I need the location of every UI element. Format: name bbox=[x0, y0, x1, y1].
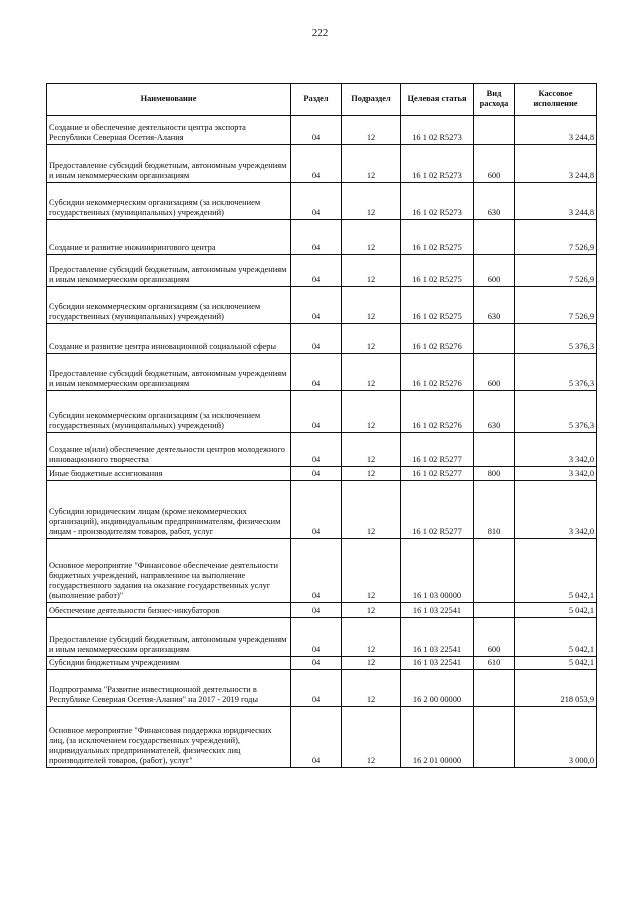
table-header-row bbox=[47, 84, 597, 116]
cell-name: Субсидии юридическим лицам (кроме некоммерческих организаций), индивидуальным предпринимателям, физическим лицам - производителям товаров, работ, услуг bbox=[47, 481, 291, 539]
table-row bbox=[47, 145, 597, 183]
table-row bbox=[47, 657, 597, 670]
cell-cash-execution: 7 526,9 bbox=[515, 255, 597, 287]
cell-name: Субсидии некоммерческим организациям (за исключением государственных (муниципальных) учреждений) bbox=[47, 287, 291, 324]
cell-name: Субсидии бюджетным учреждениям bbox=[47, 657, 291, 670]
cell-section: 04 bbox=[291, 707, 342, 768]
cell-target-article: 16 2 00 00000 bbox=[401, 670, 474, 707]
cell-subsection: 12 bbox=[342, 116, 401, 145]
cell-expense-type bbox=[474, 116, 515, 145]
cell-subsection: 12 bbox=[342, 255, 401, 287]
cell-subsection: 12 bbox=[342, 603, 401, 618]
cell-name: Создание и развитие центра инновационной социальной сферы bbox=[47, 324, 291, 354]
cell-subsection: 12 bbox=[342, 433, 401, 467]
cell-subsection: 12 bbox=[342, 391, 401, 433]
table-row bbox=[47, 467, 597, 481]
cell-name: Основное мероприятие "Финансовое обеспечение деятельности бюджетных учреждений, направленное на выполнение государственного задания на оказание государственных услуг (выполнение работ)" bbox=[47, 539, 291, 603]
header-expense-type: Вид расхода bbox=[474, 84, 515, 116]
cell-cash-execution: 7 526,9 bbox=[515, 287, 597, 324]
cell-name: Создание и обеспечение деятельности центра экспорта Республики Северная Осетия-Алания bbox=[47, 116, 291, 145]
table-row bbox=[47, 220, 597, 255]
cell-cash-execution: 3 244,8 bbox=[515, 183, 597, 220]
cell-name: Создание и развитие инжинирингового центра bbox=[47, 220, 291, 255]
table-row bbox=[47, 618, 597, 657]
cell-target-article: 16 1 03 22541 bbox=[401, 657, 474, 670]
cell-cash-execution: 3 342,0 bbox=[515, 481, 597, 539]
cell-expense-type bbox=[474, 324, 515, 354]
cell-target-article: 16 1 02 R5273 bbox=[401, 183, 474, 220]
cell-subsection: 12 bbox=[342, 467, 401, 481]
cell-subsection: 12 bbox=[342, 287, 401, 324]
cell-cash-execution: 5 376,3 bbox=[515, 324, 597, 354]
cell-target-article: 16 1 03 00000 bbox=[401, 539, 474, 603]
table-row bbox=[47, 287, 597, 324]
cell-target-article: 16 1 02 R5277 bbox=[401, 467, 474, 481]
cell-section: 04 bbox=[291, 220, 342, 255]
cell-cash-execution: 5 042,1 bbox=[515, 539, 597, 603]
cell-section: 04 bbox=[291, 670, 342, 707]
header-subsection: Подраздел bbox=[342, 84, 401, 116]
cell-expense-type: 800 bbox=[474, 467, 515, 481]
cell-expense-type bbox=[474, 707, 515, 768]
cell-expense-type: 630 bbox=[474, 287, 515, 324]
cell-section: 04 bbox=[291, 467, 342, 481]
cell-section: 04 bbox=[291, 481, 342, 539]
cell-cash-execution: 5 376,3 bbox=[515, 391, 597, 433]
table-body bbox=[47, 116, 597, 768]
page-number: 222 bbox=[311, 27, 329, 39]
cell-subsection: 12 bbox=[342, 670, 401, 707]
cell-subsection: 12 bbox=[342, 145, 401, 183]
table-row bbox=[47, 116, 597, 145]
cell-subsection: 12 bbox=[342, 220, 401, 255]
cell-subsection: 12 bbox=[342, 183, 401, 220]
cell-target-article: 16 1 02 R5275 bbox=[401, 287, 474, 324]
cell-name: Предоставление субсидий бюджетным, автономным учреждениям и иным некоммерческим организациям bbox=[47, 255, 291, 287]
cell-cash-execution: 3 342,0 bbox=[515, 467, 597, 481]
cell-target-article: 16 1 02 R5277 bbox=[401, 481, 474, 539]
cell-cash-execution: 218 053,9 bbox=[515, 670, 597, 707]
cell-name: Создание и(или) обеспечение деятельности центров молодежного инновационного творчества bbox=[47, 433, 291, 467]
table-row bbox=[47, 481, 597, 539]
cell-cash-execution: 7 526,9 bbox=[515, 220, 597, 255]
cell-cash-execution: 3 244,8 bbox=[515, 116, 597, 145]
table-row bbox=[47, 603, 597, 618]
cell-target-article: 16 1 02 R5275 bbox=[401, 220, 474, 255]
cell-name: Иные бюджетные ассигнования bbox=[47, 467, 291, 481]
cell-target-article: 16 1 02 R5275 bbox=[401, 255, 474, 287]
budget-table bbox=[46, 83, 597, 768]
table-row bbox=[47, 391, 597, 433]
cell-expense-type: 600 bbox=[474, 255, 515, 287]
table-row bbox=[47, 433, 597, 467]
cell-expense-type bbox=[474, 670, 515, 707]
cell-target-article: 16 1 02 R5276 bbox=[401, 391, 474, 433]
cell-name: Подпрограмма "Развитие инвестиционной деятельности в Республике Северная Осетия-Алания" на 2017 - 2019 годы bbox=[47, 670, 291, 707]
cell-expense-type: 610 bbox=[474, 657, 515, 670]
cell-expense-type bbox=[474, 220, 515, 255]
table-row bbox=[47, 354, 597, 391]
cell-section: 04 bbox=[291, 391, 342, 433]
cell-section: 04 bbox=[291, 354, 342, 391]
cell-expense-type bbox=[474, 603, 515, 618]
table-row bbox=[47, 707, 597, 768]
cell-cash-execution: 5 376,3 bbox=[515, 354, 597, 391]
cell-target-article: 16 1 02 R5276 bbox=[401, 324, 474, 354]
cell-section: 04 bbox=[291, 183, 342, 220]
cell-subsection: 12 bbox=[342, 354, 401, 391]
cell-expense-type bbox=[474, 539, 515, 603]
cell-target-article: 16 1 03 22541 bbox=[401, 603, 474, 618]
cell-name: Обеспечение деятельности бизнес-инкубаторов bbox=[47, 603, 291, 618]
cell-section: 04 bbox=[291, 433, 342, 467]
cell-section: 04 bbox=[291, 539, 342, 603]
cell-cash-execution: 5 042,1 bbox=[515, 618, 597, 657]
cell-name: Предоставление субсидий бюджетным, автономным учреждениям и иным некоммерческим организациям bbox=[47, 354, 291, 391]
cell-name: Предоставление субсидий бюджетным, автономным учреждениям и иным некоммерческим организациям bbox=[47, 145, 291, 183]
table-row bbox=[47, 539, 597, 603]
cell-section: 04 bbox=[291, 324, 342, 354]
cell-target-article: 16 1 02 R5276 bbox=[401, 354, 474, 391]
cell-name: Основное мероприятие "Финансовая поддержка юридических лиц, (за исключением государственных учреждений), индивидуальных предпринимателей, физических лиц производителей товаров, (работ), услуг" bbox=[47, 707, 291, 768]
cell-expense-type: 600 bbox=[474, 354, 515, 391]
cell-cash-execution: 5 042,1 bbox=[515, 657, 597, 670]
header-cash-execution: Кассовое исполнение bbox=[515, 84, 597, 116]
cell-expense-type: 630 bbox=[474, 183, 515, 220]
cell-cash-execution: 3 342,0 bbox=[515, 433, 597, 467]
cell-name: Субсидии некоммерческим организациям (за исключением государственных (муниципальных) учреждений) bbox=[47, 183, 291, 220]
cell-section: 04 bbox=[291, 618, 342, 657]
cell-section: 04 bbox=[291, 145, 342, 183]
cell-section: 04 bbox=[291, 255, 342, 287]
cell-subsection: 12 bbox=[342, 618, 401, 657]
cell-section: 04 bbox=[291, 603, 342, 618]
cell-target-article: 16 2 01 00000 bbox=[401, 707, 474, 768]
header-section: Раздел bbox=[291, 84, 342, 116]
cell-cash-execution: 3 000,0 bbox=[515, 707, 597, 768]
cell-subsection: 12 bbox=[342, 657, 401, 670]
cell-target-article: 16 1 02 R5277 bbox=[401, 433, 474, 467]
cell-target-article: 16 1 03 22541 bbox=[401, 618, 474, 657]
cell-target-article: 16 1 02 R5273 bbox=[401, 145, 474, 183]
cell-expense-type: 600 bbox=[474, 145, 515, 183]
cell-name: Субсидии некоммерческим организациям (за исключением государственных (муниципальных) учреждений) bbox=[47, 391, 291, 433]
header-name: Наименование bbox=[47, 84, 291, 116]
cell-target-article: 16 1 02 R5273 bbox=[401, 116, 474, 145]
table-row bbox=[47, 183, 597, 220]
cell-subsection: 12 bbox=[342, 324, 401, 354]
cell-name: Предоставление субсидий бюджетным, автономным учреждениям и иным некоммерческим организациям bbox=[47, 618, 291, 657]
header-target-article: Целевая статья bbox=[401, 84, 474, 116]
cell-subsection: 12 bbox=[342, 481, 401, 539]
cell-subsection: 12 bbox=[342, 707, 401, 768]
cell-expense-type: 810 bbox=[474, 481, 515, 539]
cell-expense-type: 600 bbox=[474, 618, 515, 657]
cell-expense-type bbox=[474, 433, 515, 467]
table-row bbox=[47, 255, 597, 287]
cell-section: 04 bbox=[291, 116, 342, 145]
table-row bbox=[47, 670, 597, 707]
cell-cash-execution: 3 244,8 bbox=[515, 145, 597, 183]
cell-cash-execution: 5 042,1 bbox=[515, 603, 597, 618]
cell-section: 04 bbox=[291, 657, 342, 670]
cell-expense-type: 630 bbox=[474, 391, 515, 433]
cell-section: 04 bbox=[291, 287, 342, 324]
cell-subsection: 12 bbox=[342, 539, 401, 603]
table-row bbox=[47, 324, 597, 354]
